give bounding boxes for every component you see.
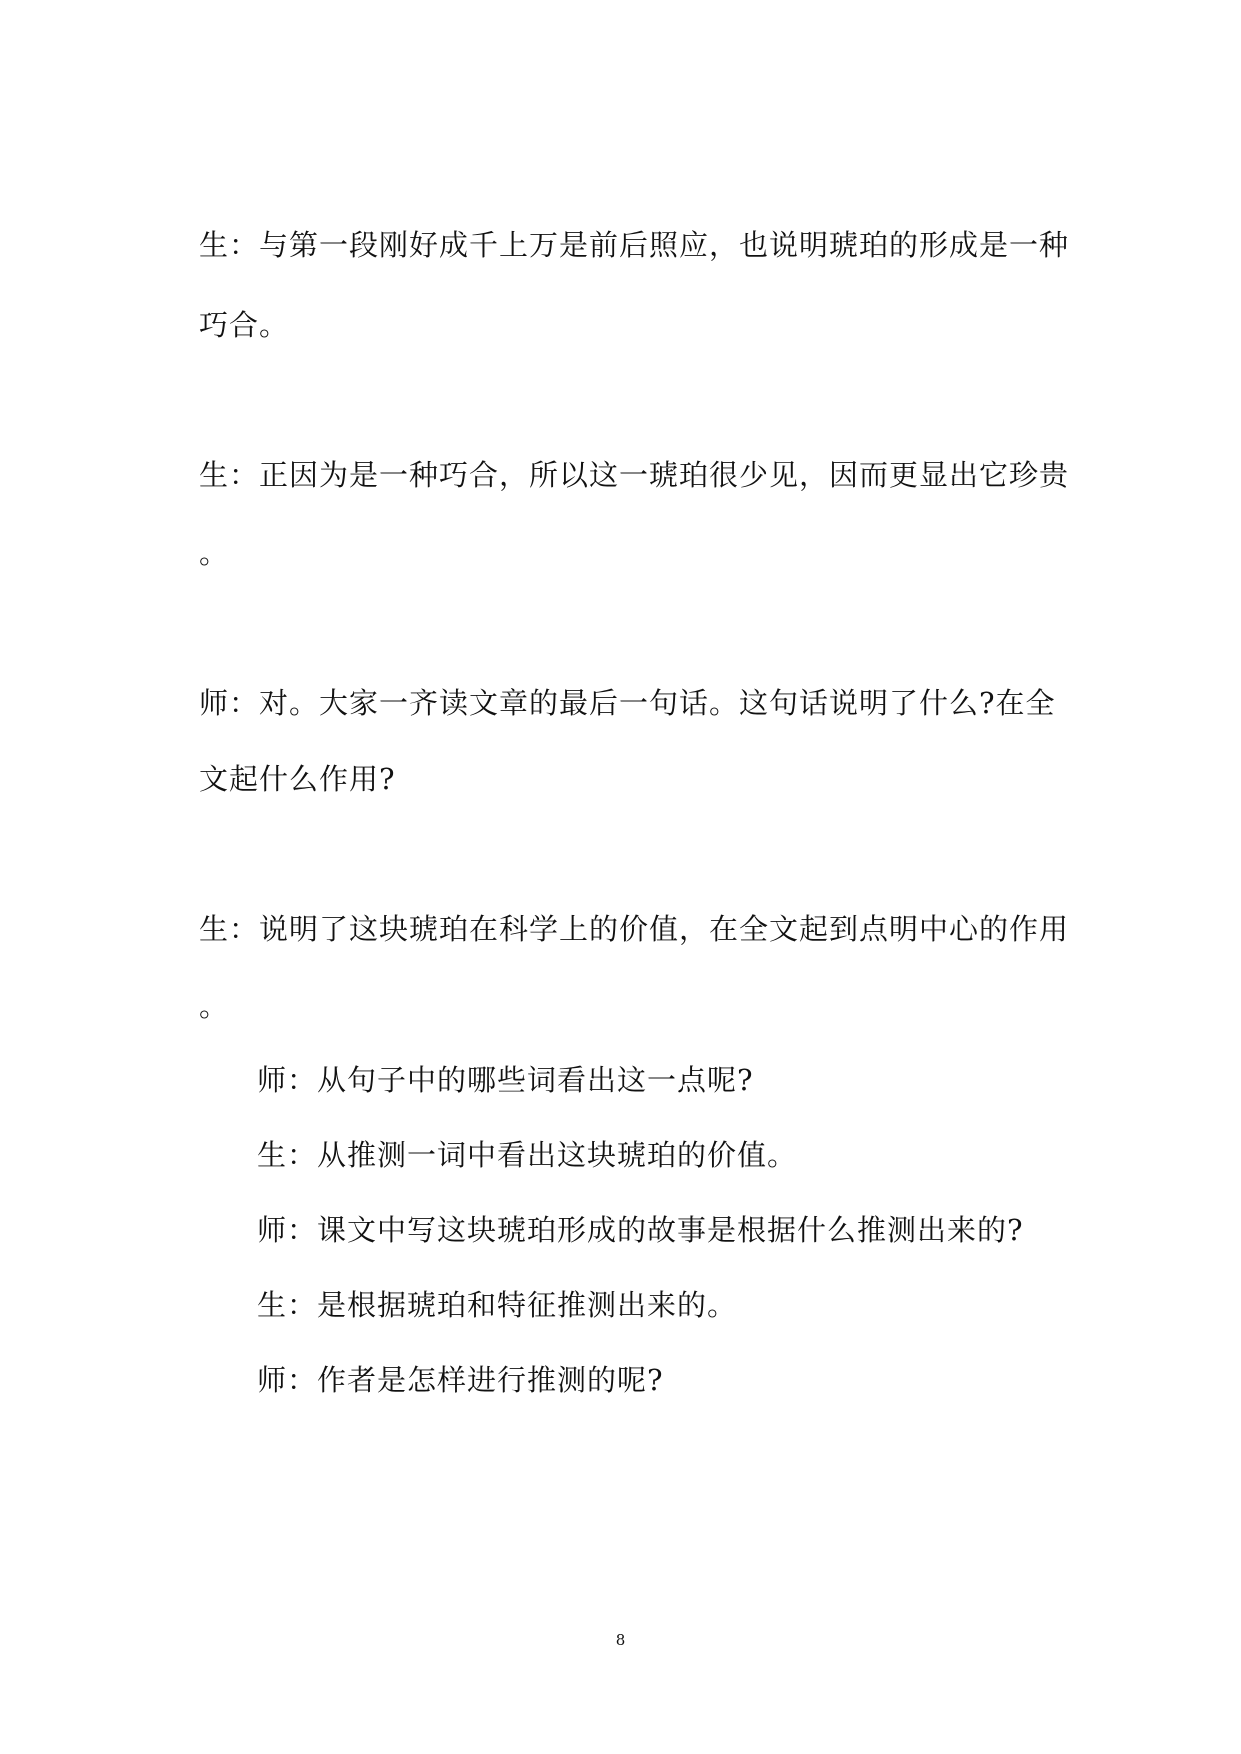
paragraph-line: 。: [199, 536, 230, 570]
paragraph-line: 。: [199, 989, 230, 1023]
dialogue-line: 生：是根据琥珀和特征推测出来的。: [257, 1288, 738, 1322]
dialogue-line: 师：作者是怎样进行推测的呢?: [257, 1363, 664, 1397]
dialogue-line: 师：从句子中的哪些词看出这一点呢?: [257, 1063, 754, 1097]
dialogue-line: 师：课文中写这块琥珀形成的故事是根据什么推测出来的?: [257, 1213, 1024, 1247]
paragraph-line: 师：对。大家一齐读文章的最后一句话。这句话说明了什么?在全: [199, 686, 1056, 720]
paragraph-line: 巧合。: [199, 308, 290, 342]
paragraph-line: 文起什么作用?: [199, 762, 396, 796]
paragraph-line: 生：说明了这块琥珀在科学上的价值，在全文起到点明中心的作用: [199, 912, 1070, 946]
dialogue-line: 生：从推测一词中看出这块琥珀的价值。: [257, 1138, 798, 1172]
paragraph-line: 生：正因为是一种巧合，所以这一琥珀很少见，因而更显出它珍贵: [199, 458, 1070, 492]
paragraph-line: 生：与第一段刚好成千上万是前后照应，也说明琥珀的形成是一种: [199, 228, 1070, 262]
page-number: 8: [615, 1631, 626, 1649]
